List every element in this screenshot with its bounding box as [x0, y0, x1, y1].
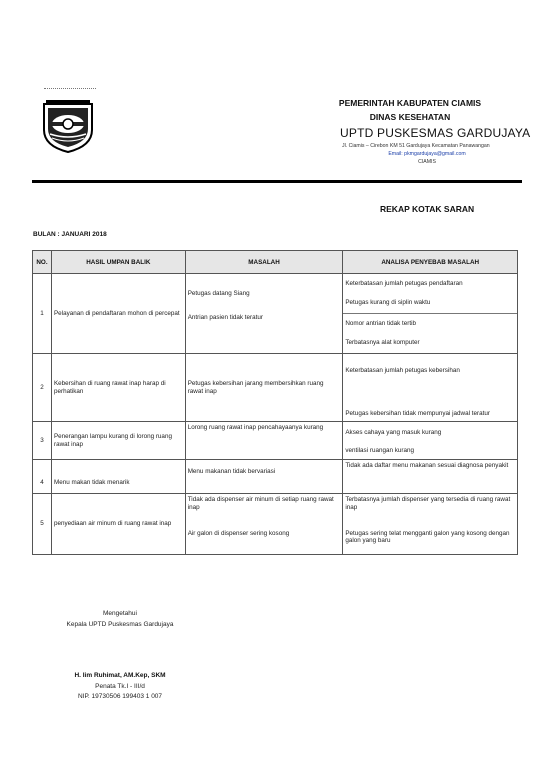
signatory-position: Kepala UPTD Puskesmas Gardujaya [66, 621, 174, 628]
email-line: Email: pkmgardujaya@gmail.com [388, 151, 466, 157]
city-line: CIAMIS [418, 159, 436, 165]
ciamis-emblem-icon [40, 100, 96, 154]
row-number: 4 [33, 460, 52, 494]
feedback-cell: penyediaan air minum di ruang rawat inap [51, 494, 185, 555]
cause-cell: Keterbatasan jumlah petugas pendaftaran [343, 274, 518, 294]
cause-cell: Terbatasnya alat komputer [343, 334, 518, 354]
problem-cell: Menu makanan tidak bervariasi [185, 460, 343, 494]
logo-caption-line [44, 88, 96, 90]
row-number: 3 [33, 422, 52, 460]
signatory-rank: Penata Tk.I - III/d [95, 683, 145, 690]
department-name: DINAS KESEHATAN [369, 112, 451, 122]
row-number: 5 [33, 494, 52, 555]
organization-name: UPTD PUSKESMAS GARDUJAYA [340, 126, 531, 140]
cause-cell: Petugas kebersihan tidak mempunyai jadwal teratur [343, 388, 518, 422]
problem-cell: Lorong ruang rawat inap pencahayaanya kurang [185, 422, 343, 460]
cause-cell: Nomor antrian tidak tertib [343, 314, 518, 334]
table-row [33, 422, 518, 444]
table-row [33, 494, 518, 522]
header-divider [32, 180, 522, 183]
row-number: 2 [33, 354, 52, 422]
cause-cell: Petugas sering telat mengganti galon yang kosong dengan galon yang baru [343, 522, 518, 555]
signatory-nip: NIP. 19730506 199403 1 007 [77, 693, 163, 700]
problem-cell: Petugas kebersihan jarang membersihkan ruang rawat inap [185, 354, 343, 422]
cause-cell: Terbatasnya jumlah dispenser yang tersedia di ruang rawat inap [343, 494, 518, 522]
feedback-cell: Pelayanan di pendaftaran mohon di percepat [51, 274, 185, 354]
problem-cell: Tidak ada dispenser air minum di setiap ruang rawat inap [185, 494, 343, 522]
cause-cell: Keterbatasan jumlah petugas kebersihan [343, 354, 518, 388]
col-header-cause: ANALISA PENYEBAB MASALAH [343, 251, 518, 274]
col-header-problem: MASALAH [185, 251, 343, 274]
cause-cell: Akses cahaya yang masuk kurang [343, 422, 518, 444]
feedback-cell: Penerangan lampu kurang di lorong ruang rawat inap [51, 422, 185, 460]
table-row [33, 460, 518, 494]
address-line: Jl. Ciamis – Cirebon KM 51 Gardujaya Kecamatan Panawangan [342, 143, 490, 149]
cause-cell: ventilasi ruangan kurang [343, 444, 518, 460]
problem-cell: Petugas datang Siang [185, 274, 343, 314]
document-title: REKAP KOTAK SARAN [380, 204, 475, 214]
col-header-feedback: HASIL UMPAN BALIK [51, 251, 185, 274]
table-row [33, 354, 518, 388]
col-header-no: NO. [33, 251, 52, 274]
feedback-cell: Kebersihan di ruang rawat inap harap di perhatikan [51, 354, 185, 422]
cause-cell: Tidak ada daftar menu makanan sesuai diagnosa penyakit [343, 460, 518, 494]
table-row [33, 274, 518, 294]
acknowledged-label: Mengetahui [103, 610, 137, 617]
feedback-table [32, 250, 518, 555]
problem-cell: Air galon di dispenser sering kosong [185, 522, 343, 555]
table-header-row [33, 251, 518, 274]
government-name: PEMERINTAH KABUPATEN CIAMIS [338, 98, 482, 108]
cause-cell: Petugas kurang di siplin waktu [343, 294, 518, 314]
row-number: 1 [33, 274, 52, 354]
feedback-cell: Menu makan tidak menarik [51, 460, 185, 494]
report-month: BULAN : JANUARI 2018 [33, 231, 107, 238]
signatory-name: H. Iim Ruhimat, AM.Kep, SKM [74, 672, 166, 679]
problem-cell: Antrian pasien tidak teratur [185, 314, 343, 354]
